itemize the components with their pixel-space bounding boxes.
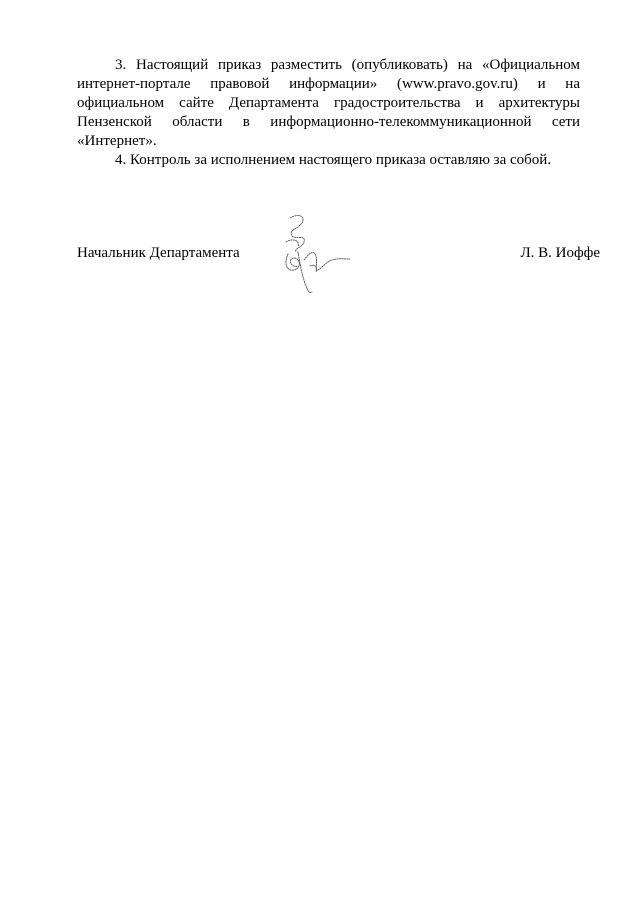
signer-name: Л. В. Иоффе bbox=[520, 245, 600, 261]
handwritten-signature bbox=[276, 212, 352, 296]
document-body bbox=[77, 56, 580, 170]
signer-position: Начальник Департамента bbox=[77, 245, 240, 261]
paragraph-publication: 3. Настоящий приказ разместить (опубликовать) на «Официальном интернет-портале правовой информации» (www.pravo.gov.ru) и на официальном сайте Департамента градостроительства и архитектуры Пензенской области в информационно-телекоммуникационной сети «Интернет». bbox=[77, 57, 580, 149]
paragraph-control: 4. Контроль за исполнением настоящего приказа оставляю за собой. bbox=[115, 152, 552, 168]
